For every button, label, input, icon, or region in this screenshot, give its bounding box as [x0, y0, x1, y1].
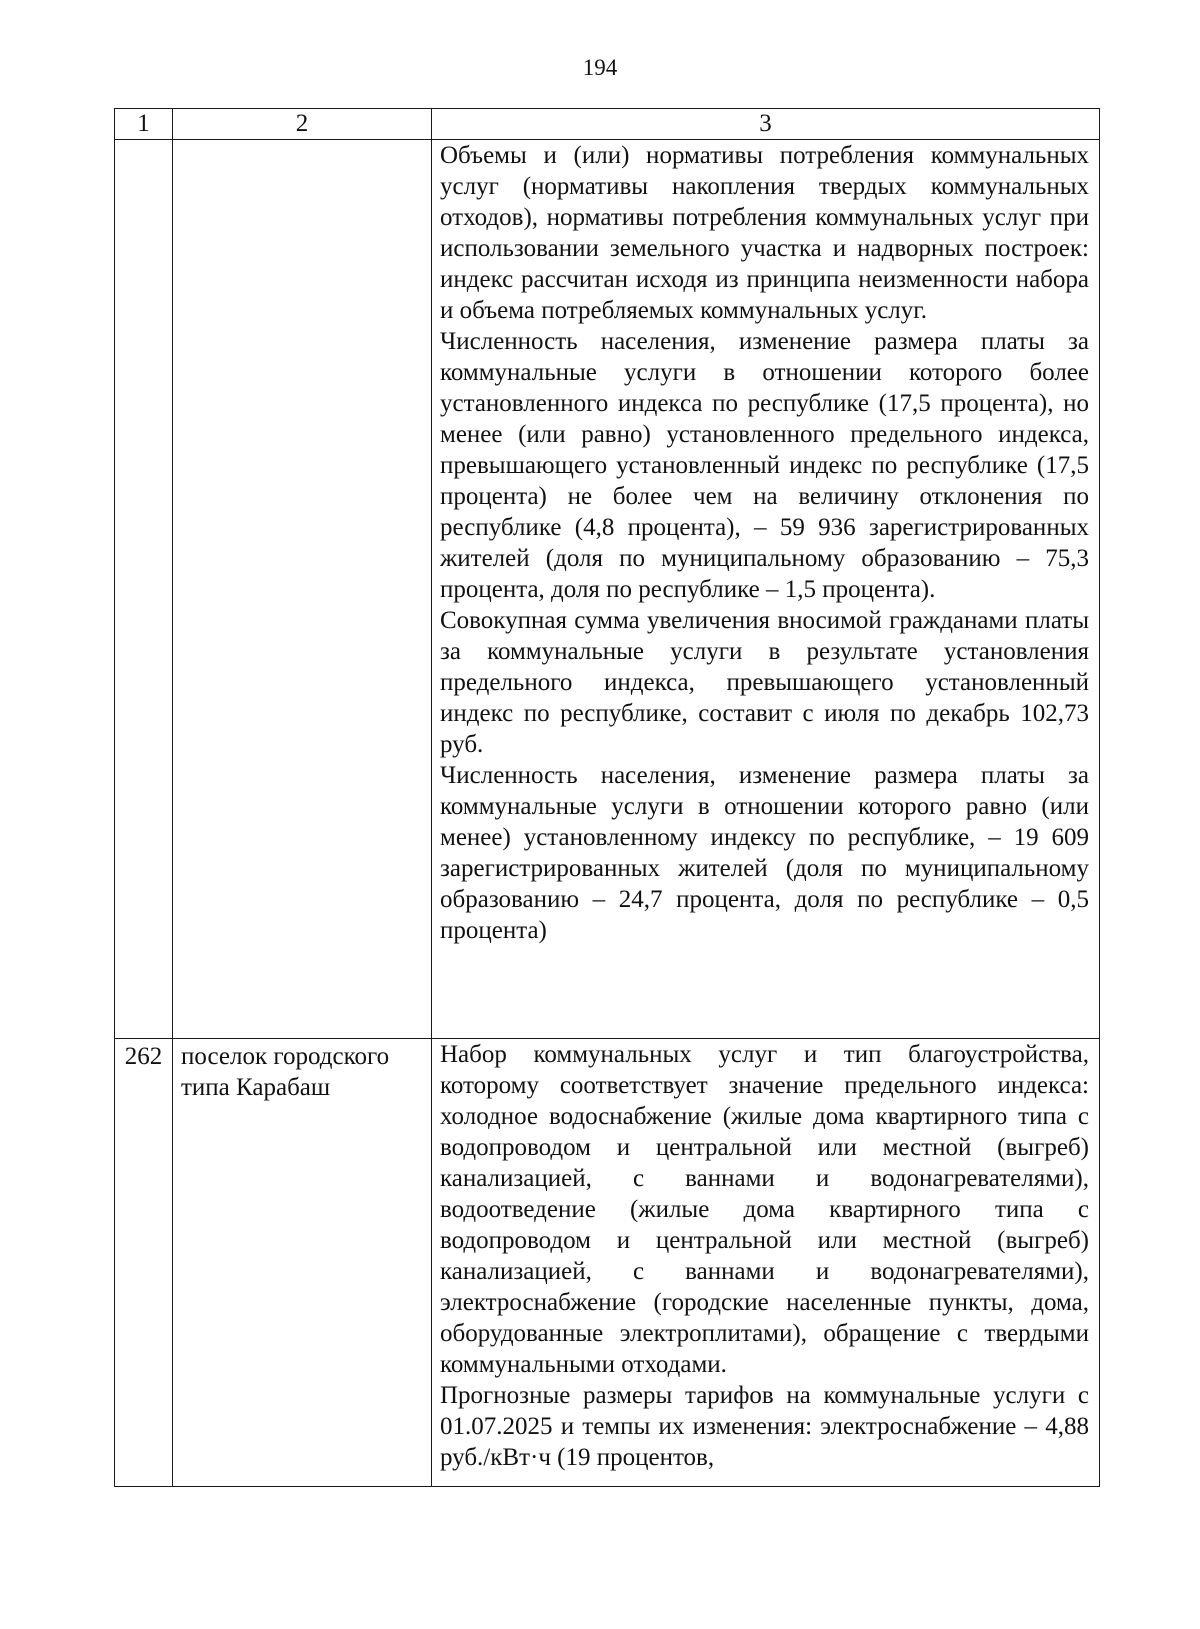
table-header-row — [115, 109, 1100, 140]
document-table — [114, 108, 1100, 1487]
description-cell — [432, 140, 1100, 1039]
paragraph: Прогнозные размеры тарифов на коммунальные услуги с 01.07.2025 и темпы их изменения: электроснабжение – 4,88 руб./кВт·ч (19 процентов, — [440, 1382, 1089, 1471]
header-cell-2: 2 — [173, 109, 432, 140]
row-number-cell: 262 — [115, 1039, 173, 1487]
header-cell-3: 3 — [432, 109, 1100, 140]
paragraph: Численность населения, изменение размера платы за коммунальные услуги в отношении которого равно (или менее) установленному индексу по республике, – 19 609 зарегистрированных жителей (доля по муниципальному образованию – 24,7 процента, доля по республике – 0,5 процента) — [440, 762, 1089, 944]
municipality-name-cell: поселок городского типа Карабаш — [173, 1039, 432, 1487]
municipality-name-cell — [173, 140, 432, 1039]
paragraph: Набор коммунальных услуг и тип благоустройства, которому соответствует значение предельного индекса: холодное водоснабжение (жилые дома квартирного типа с водопроводом и центральной или местной (выгреб) канализацией, с ваннами и водонагревателями), водоотведение (жилые дома квартирного типа с водопроводом и центральной или местной (выгреб) канализацией, с ваннами и водонагревателями), электроснабжение (городские населенные пункты, дома, оборудованные электроплитами), обращение с твердыми коммунальными отходами. — [440, 1041, 1089, 1378]
row-number-cell — [115, 140, 173, 1039]
paragraph: Численность населения, изменение размера платы за коммунальные услуги в отношении которого более установленного индекса по республике (17,5 процента), но менее (или равно) установленного предельного индекса, превышающего установленный индекс по республике (17,5 процента) не более чем на величину отклонения по республике (4,8 процента), – 59 936 зарегистрированных жителей (доля по муниципальному образованию – 75,3 процента, доля по республике – 1,5 процента). — [440, 328, 1089, 603]
paragraph: Совокупная сумма увеличения вносимой гражданами платы за коммунальные услуги в результате установления предельного индекса, превышающего установленный индекс по республике, составит с июля по декабрь 102,73 руб. — [440, 607, 1089, 758]
table-row — [115, 140, 1100, 1039]
paragraph: Объемы и (или) нормативы потребления коммунальных услуг (нормативы накопления твердых коммунальных отходов), нормативы потребления коммунальных услуг при использовании земельного участка и надворных построек: индекс рассчитан исходя из принципа неизменности набора и объема потребляемых коммунальных услуг. — [440, 142, 1089, 324]
table-row — [115, 1039, 1100, 1487]
description-cell — [432, 1039, 1100, 1487]
header-cell-1: 1 — [115, 109, 173, 140]
page-number: 194 — [582, 55, 618, 80]
